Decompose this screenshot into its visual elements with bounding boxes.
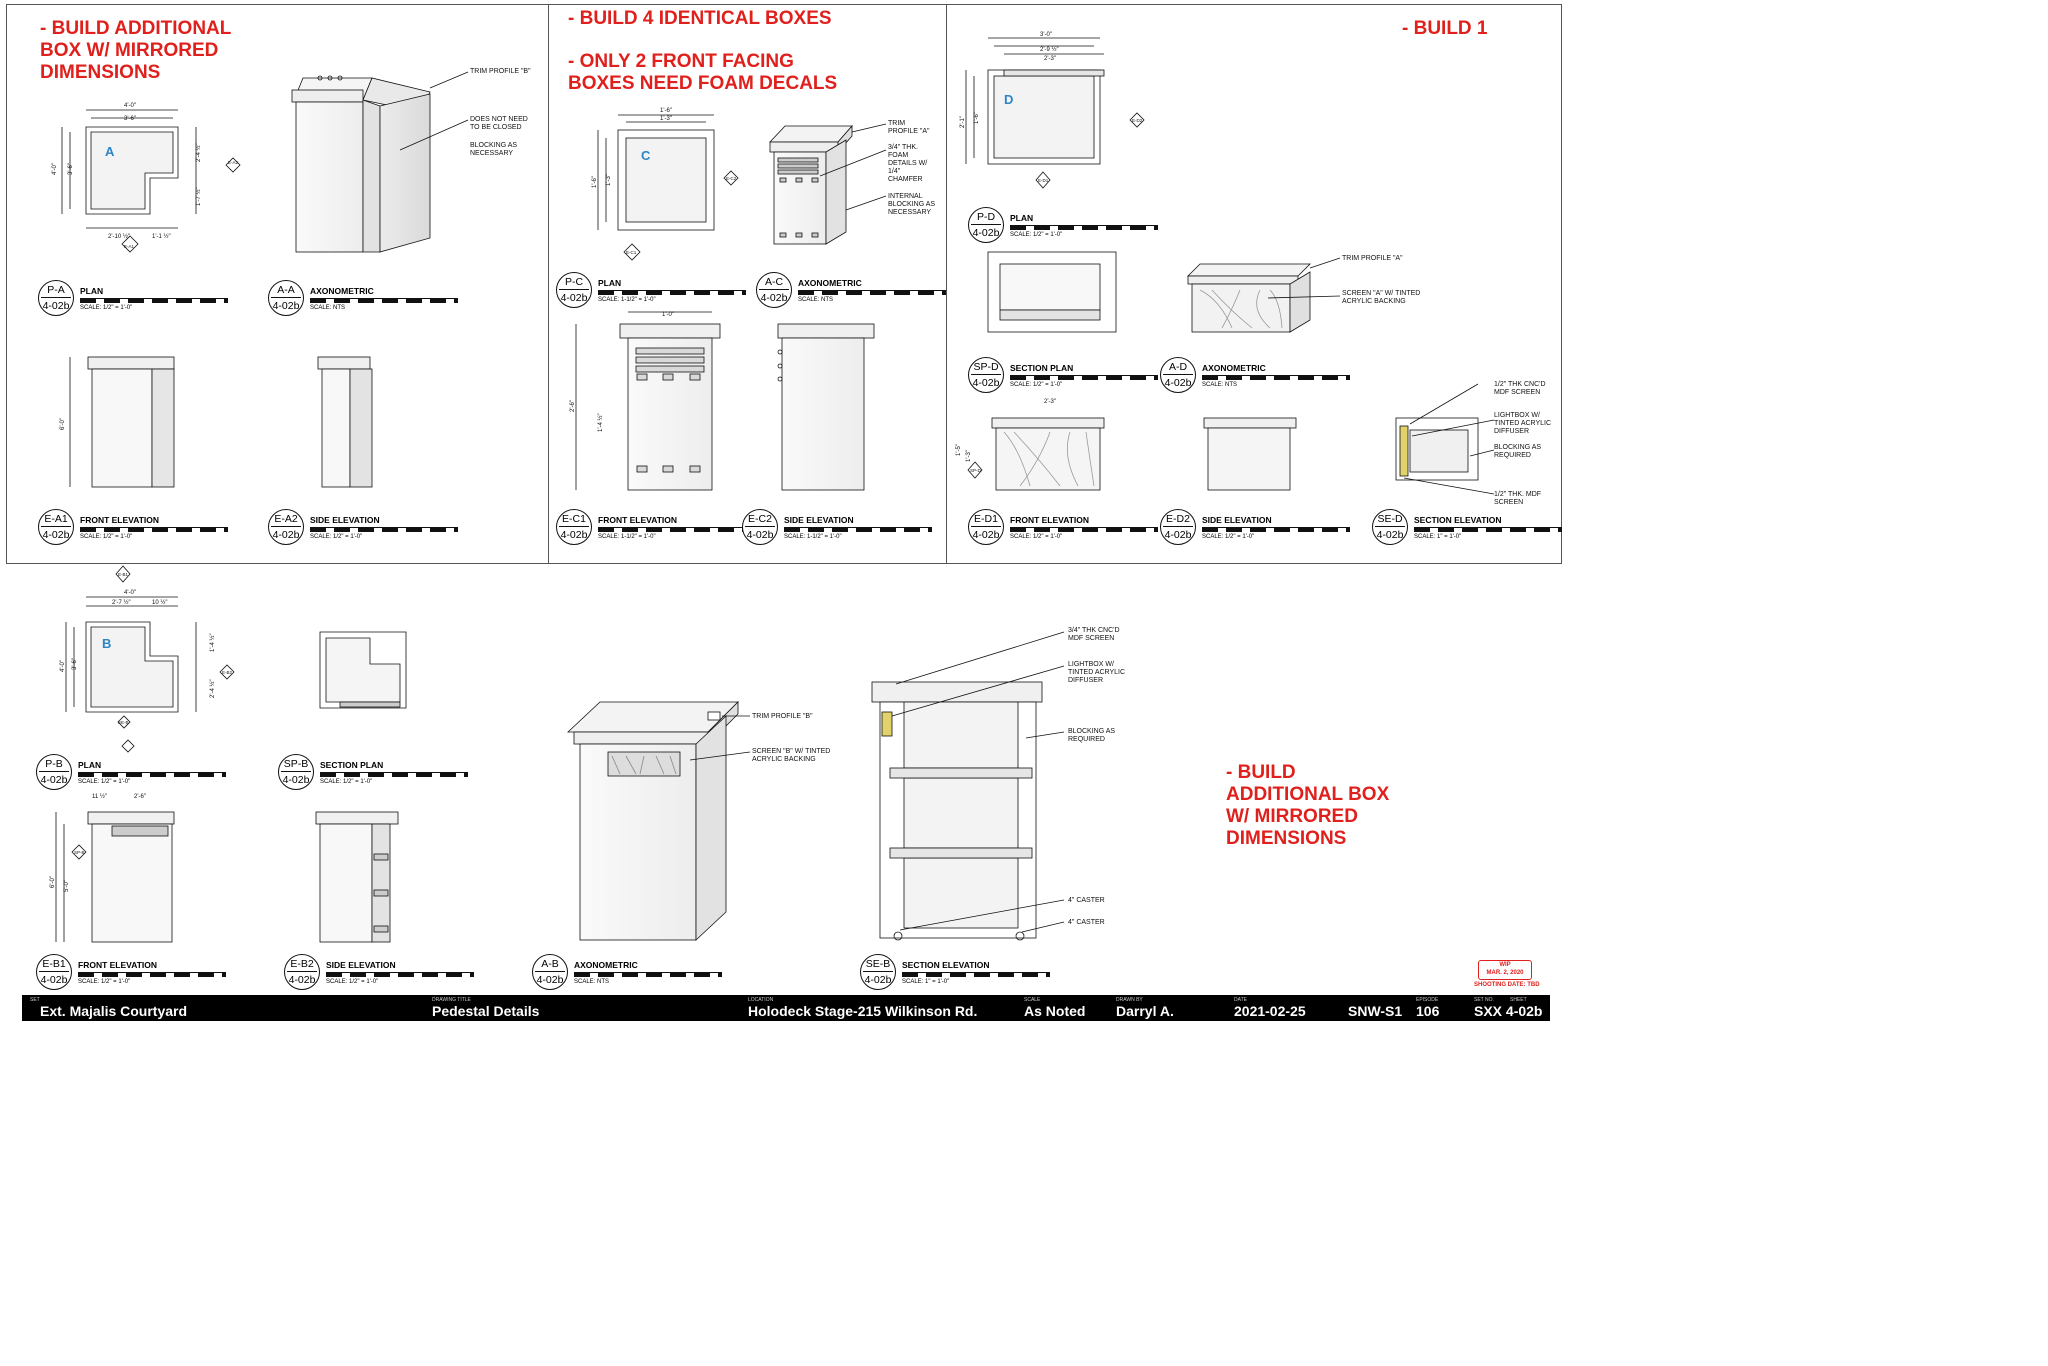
dim-pb-w2: 2'-7 ½" <box>112 600 131 606</box>
section-plan-b <box>320 632 406 708</box>
view-title-ec2: E-C2 4-02b SIDE ELEVATION SCALE: 1-1/2" = 1'-0" <box>742 509 932 545</box>
section-elevation-d <box>1396 384 1494 494</box>
view-bubble: A-C 4-02b <box>756 272 792 308</box>
view-title-spd: SP-D 4-02b SECTION PLAN SCALE: 1/2" = 1'-0" <box>968 357 1158 393</box>
dim-pd-w2: 2'-9 ½" <box>1040 47 1059 53</box>
callout-ac-trim: TRIM PROFILE "A" <box>888 120 930 135</box>
callout-sed-mdf: 1/2" THK CNC'D MDF SCREEN <box>1494 381 1546 396</box>
tag-seb: SE-B <box>118 720 129 725</box>
view-bubble: E-C1 4-02b <box>556 509 592 545</box>
front-elevation-a1 <box>70 357 174 487</box>
dim-pa-b2: 1'-1 ½" <box>152 234 171 240</box>
callout-ac-foam: 3/4" THK. FOAM DETAILS W/ 1/4" CHAMFER <box>888 144 928 183</box>
section-elevation-b <box>872 632 1064 940</box>
view-title-pa: P-A 4-02b PLAN SCALE: 1/2" = 1'-0" <box>38 280 228 316</box>
note-top-left: - BUILD ADDITIONAL BOX W/ MIRRORED DIMENSIONS <box>40 18 232 83</box>
sheet-title-bar: SET Ext. Majalis Courtyard DRAWING TITLE Pedestal Details LOCATION Holodeck Stage-215 Wilkinson Rd. SCALE As Noted DRAWN BY Darryl A. DATE 2021-02-25 SNW-S1 EPISODE 106 SET NO. SHEET SXX 4-02b <box>22 995 1550 1021</box>
dim-pa-h: 4'-0" <box>52 163 58 175</box>
dim-ed1-w: 2'-3" <box>1044 399 1056 405</box>
box-letter-b: B <box>102 636 112 651</box>
box-letter-d: D <box>1004 92 1014 107</box>
dim-pa-w: 4'-0" <box>124 103 136 109</box>
callout-seb-caster2: 4" CASTER <box>1068 919 1105 926</box>
note-bottom-right: - BUILD ADDITIONAL BOX W/ MIRRORED DIMENSIONS <box>1226 762 1390 849</box>
view-title-aa: A-A 4-02b AXONOMETRIC SCALE: NTS <box>268 280 458 316</box>
view-bubble: E-C2 4-02b <box>742 509 778 545</box>
view-bubble: P-A 4-02b <box>38 280 74 316</box>
tag-ec1: E-C1 <box>626 250 637 255</box>
view-title-pc: P-C 4-02b PLAN SCALE: 1-1/2" = 1'-0" <box>556 272 746 308</box>
plan-b <box>66 597 196 712</box>
callout-sed-lightbox: LIGHTBOX W/ TINTED ACRYLIC DIFFUSER <box>1494 412 1552 435</box>
front-elevation-d1 <box>992 418 1104 490</box>
dim-pb-h: 4'-0" <box>60 660 66 672</box>
axon-a <box>292 72 468 252</box>
view-bubble: E-A2 4-02b <box>268 509 304 545</box>
callout-sed-mdf2: 1/2" THK. MDF SCREEN <box>1494 491 1542 506</box>
dim-eb1-h: 6'-0" <box>50 876 56 888</box>
dim-pb-h2: 3'-6" <box>72 658 78 670</box>
view-title-ea2: E-A2 4-02b SIDE ELEVATION SCALE: 1/2" = 1'-0" <box>268 509 458 545</box>
dim-pd-w: 3'-0" <box>1040 32 1052 38</box>
callout-ab-screen: SCREEN "B" W/ TINTED ACRYLIC BACKING <box>752 748 831 763</box>
dim-ec1-h2: 1'-4 ½" <box>598 413 604 432</box>
tag-ed2: E-D2 <box>1132 118 1143 123</box>
view-title-ad: A-D 4-02b AXONOMETRIC SCALE: NTS <box>1160 357 1350 393</box>
dim-eb1-w2: 11 ½" <box>92 794 108 800</box>
view-bubble: E-D2 4-02b <box>1160 509 1196 545</box>
view-bubble: SP-B 4-02b <box>278 754 314 790</box>
axon-b <box>568 702 750 940</box>
callout-aa-closed: DOES NOT NEED TO BE CLOSED <box>470 116 528 131</box>
view-title-pb: P-B 4-02b PLAN SCALE: 1/2" = 1'-0" <box>36 754 226 790</box>
callout-seb-blocking: BLOCKING AS REQUIRED <box>1068 728 1116 743</box>
callout-sed-blocking: BLOCKING AS REQUIRED <box>1494 444 1542 459</box>
callout-seb-caster1: 4" CASTER <box>1068 897 1105 904</box>
callout-ad-screen: SCREEN "A" W/ TINTED ACRYLIC BACKING <box>1342 290 1421 305</box>
shooting-date: SHOOTING DATE: TBD <box>1474 982 1540 988</box>
callout-aa-trim: TRIM PROFILE "B" <box>470 68 531 75</box>
dim-pc-w: 1'-6" <box>660 108 672 114</box>
callout-ab-trim: TRIM PROFILE "B" <box>752 713 813 720</box>
view-bubble: SE-D 4-02b <box>1372 509 1408 545</box>
tag-spb: SP-B <box>74 850 85 855</box>
view-title-sed: SE-D 4-02b SECTION ELEVATION SCALE: 1" = 1'-0" <box>1372 509 1562 545</box>
view-title-eb2: E-B2 4-02b SIDE ELEVATION SCALE: 1/2" = 1'-0" <box>284 954 474 990</box>
wip-stamp: WIP MAR. 2, 2020 <box>1478 960 1532 980</box>
dim-ed1-h: 1'-5" <box>956 444 962 456</box>
dim-pa-b1: 2'-10 ½" <box>108 234 130 240</box>
view-bubble: A-B 4-02b <box>532 954 568 990</box>
view-title-ac: A-C 4-02b AXONOMETRIC SCALE: NTS <box>756 272 946 308</box>
dim-ed1-h2: 1'-3" <box>966 450 972 462</box>
callout-aa-blocking: BLOCKING AS NECESSARY <box>470 142 518 157</box>
side-elevation-c2 <box>778 324 874 490</box>
dim-pb-r1: 1'-4 ½" <box>210 633 216 652</box>
dim-eb1-h2: 5'-0" <box>64 880 70 892</box>
view-title-ea1: E-A1 4-02b FRONT ELEVATION SCALE: 1/2" = 1'-0" <box>38 509 228 545</box>
front-elevation-c1 <box>576 312 720 490</box>
view-title-ab: A-B 4-02b AXONOMETRIC SCALE: NTS <box>532 954 722 990</box>
tag-eb1: E-B1 <box>118 572 129 577</box>
dim-eb1-w: 2'-6" <box>134 794 146 800</box>
note-top-mid-1: - BUILD 4 IDENTICAL BOXES <box>568 8 832 29</box>
dim-pb-r2: 2'-4 ½" <box>210 679 216 698</box>
tag-ec2: E-C2 <box>726 176 737 181</box>
dim-pd-h2: 1'-6" <box>974 112 980 124</box>
tag-ea1: E-A1 <box>124 244 135 249</box>
dim-pb-w: 4'-0" <box>124 590 136 596</box>
plan-d <box>966 38 1104 164</box>
dim-pc-h: 1'-6" <box>592 176 598 188</box>
view-title-pd: P-D 4-02b PLAN SCALE: 1/2" = 1'-0" <box>968 207 1158 243</box>
dim-ea1-h: 6'-0" <box>60 418 66 430</box>
dim-ec1-h: 2'-6" <box>570 400 576 412</box>
plan-c <box>598 115 714 230</box>
tag-spd: SP-D <box>970 468 981 473</box>
view-bubble: P-C 4-02b <box>556 272 592 308</box>
dim-pd-h: 2'-1" <box>960 116 966 128</box>
view-bubble: A-A 4-02b <box>268 280 304 316</box>
plan-a <box>62 110 196 228</box>
view-title-seb: SE-B 4-02b SECTION ELEVATION SCALE: 1" = 1'-0" <box>860 954 1050 990</box>
view-bubble: SE-B 4-02b <box>860 954 896 990</box>
dim-pd-w3: 2'-3" <box>1044 56 1056 62</box>
front-elevation-b1 <box>56 812 174 942</box>
tag-eb2: E-B2 <box>222 670 233 675</box>
axon-d <box>1188 258 1340 332</box>
side-elevation-a2 <box>318 357 372 487</box>
view-title-ec1: E-C1 4-02b FRONT ELEVATION SCALE: 1-1/2" = 1'-0" <box>556 509 746 545</box>
callout-ad-trim: TRIM PROFILE "A" <box>1342 255 1403 262</box>
view-title-ed2: E-D2 4-02b SIDE ELEVATION SCALE: 1/2" = 1'-0" <box>1160 509 1350 545</box>
view-bubble: SP-D 4-02b <box>968 357 1004 393</box>
callout-seb-lightbox: LIGHTBOX W/ TINTED ACRYLIC DIFFUSER <box>1068 661 1126 684</box>
view-bubble: E-D1 4-02b <box>968 509 1004 545</box>
dim-ec1-w: 1'-0" <box>662 312 674 318</box>
view-title-spb: SP-B 4-02b SECTION PLAN SCALE: 1/2" = 1'-0" <box>278 754 468 790</box>
section-plan-d <box>988 252 1116 332</box>
tag-ed1: E-D1 <box>1038 178 1049 183</box>
callout-ac-blocking: INTERNAL BLOCKING AS NECESSARY <box>888 193 936 216</box>
dim-pa-h2: 3'-6" <box>68 163 74 175</box>
note-top-mid-2: - ONLY 2 FRONT FACING BOXES NEED FOAM DECALS <box>568 51 838 94</box>
axon-c <box>770 124 886 244</box>
view-bubble: P-B 4-02b <box>36 754 72 790</box>
view-title-ed1: E-D1 4-02b FRONT ELEVATION SCALE: 1/2" = 1'-0" <box>968 509 1158 545</box>
note-top-right: - BUILD 1 <box>1402 18 1488 39</box>
view-bubble: A-D 4-02b <box>1160 357 1196 393</box>
dim-pa-w2: 3'-6" <box>124 116 136 122</box>
tag-ea2: E-A2 <box>228 160 239 165</box>
dim-pc-w2: 1'-3" <box>660 116 672 122</box>
side-elevation-b2 <box>316 812 398 942</box>
dim-pa-r2: 1'-7 ½" <box>196 187 202 206</box>
view-bubble: E-A1 4-02b <box>38 509 74 545</box>
dim-pa-r1: 2'-4 ½" <box>196 143 202 162</box>
view-bubble: E-B1 4-02b <box>36 954 72 990</box>
dim-pb-w3: 10 ½" <box>152 600 168 606</box>
box-letter-c: C <box>641 148 651 163</box>
side-elevation-d2 <box>1204 418 1296 490</box>
dim-pc-h2: 1'-3" <box>606 174 612 186</box>
callout-seb-mdf: 3/4" THK CNC'D MDF SCREEN <box>1068 627 1120 642</box>
view-bubble: P-D 4-02b <box>968 207 1004 243</box>
view-bubble: E-B2 4-02b <box>284 954 320 990</box>
box-letter-a: A <box>105 144 115 159</box>
view-title-eb1: E-B1 4-02b FRONT ELEVATION SCALE: 1/2" = 1'-0" <box>36 954 226 990</box>
